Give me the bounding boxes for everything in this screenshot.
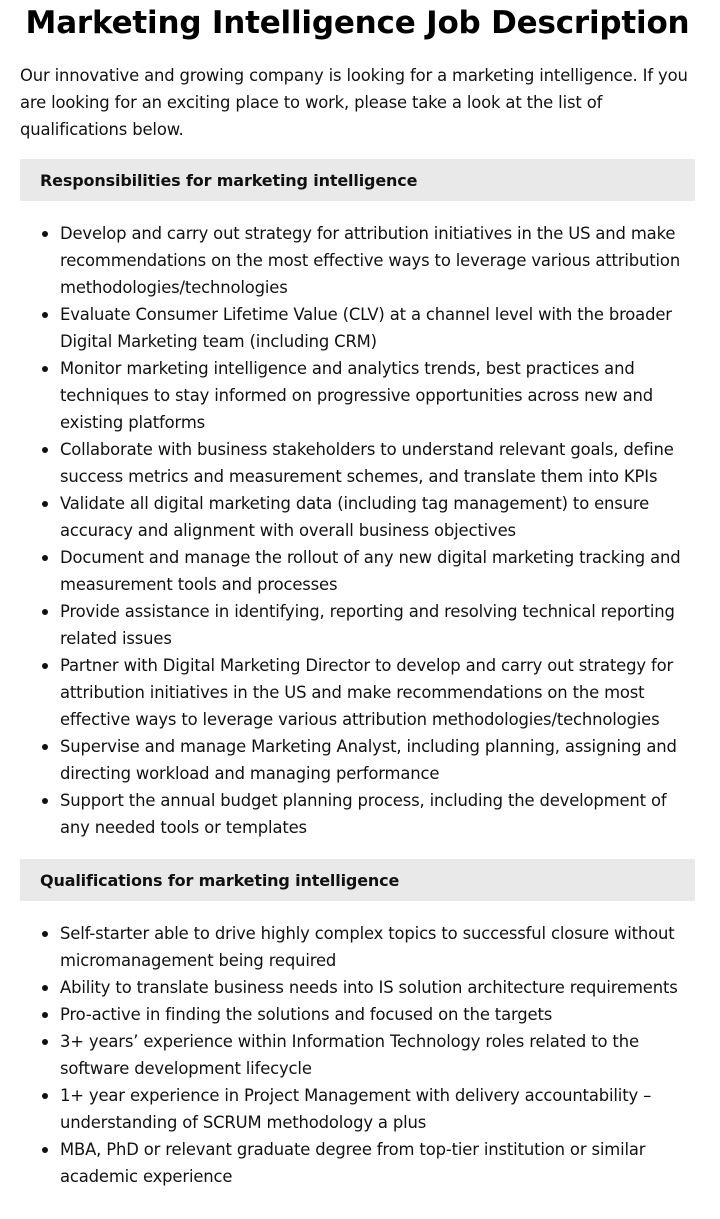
list-item: [20, 490, 695, 544]
page-title: Marketing Intelligence Job Description: [25, 5, 690, 41]
bullet-icon: [42, 231, 48, 237]
list-item: [20, 544, 695, 598]
list-item: [20, 1028, 695, 1082]
qualifications-list: [20, 920, 695, 1190]
list-item-text: Ability to translate business needs into IS solution architecture requirements: [60, 978, 678, 997]
bullet-icon: [42, 663, 48, 669]
bullet-icon: [42, 1093, 48, 1099]
list-item: [20, 652, 695, 733]
bullet-icon: [42, 555, 48, 561]
list-item-text: Supervise and manage Marketing Analyst, including planning, assigning and directing workload and managing performance: [60, 737, 677, 783]
list-item-text: Provide assistance in identifying, reporting and resolving technical reporting related issues: [60, 602, 675, 648]
qualifications-heading: Qualifications for marketing intelligence: [20, 859, 695, 901]
list-item: [20, 220, 695, 301]
list-item-text: Document and manage the rollout of any new digital marketing tracking and measurement tools and processes: [60, 548, 681, 594]
bullet-icon: [42, 931, 48, 937]
bullet-icon: [42, 1147, 48, 1153]
list-item: [20, 787, 695, 841]
list-item-text: Pro-active in finding the solutions and focused on the targets: [60, 1005, 553, 1024]
list-item: [20, 598, 695, 652]
bullet-icon: [42, 1012, 48, 1018]
list-item-text: Validate all digital marketing data (including tag management) to ensure accuracy and alignment with overall business objectives: [60, 494, 650, 540]
list-item: [20, 1136, 695, 1190]
bullet-icon: [42, 798, 48, 804]
list-item: [20, 1082, 695, 1136]
list-item-text: MBA, PhD or relevant graduate degree from top-tier institution or similar academic experience: [60, 1140, 646, 1186]
list-item-text: Develop and carry out strategy for attribution initiatives in the US and make recommendations on the most effective ways to leverage various attribution methodologies/technologies: [60, 224, 681, 297]
list-item: [20, 355, 695, 436]
intro-paragraph: Our innovative and growing company is looking for a marketing intelligence. If you are looking for an exciting place to work, please take a look at the list of qualifications below.: [20, 66, 688, 139]
list-item: [20, 436, 695, 490]
list-item-text: 3+ years’ experience within Information Technology roles related to the software development lifecycle: [60, 1032, 639, 1078]
bullet-icon: [42, 1039, 48, 1045]
list-item: [20, 1001, 695, 1028]
list-item-text: Partner with Digital Marketing Director to develop and carry out strategy for attribution initiatives in the US and make recommendations on the most effective ways to leverage various attribution methodologies/technologies: [60, 656, 674, 729]
list-item: [20, 733, 695, 787]
list-item-text: Support the annual budget planning process, including the development of any needed tools or templates: [60, 791, 667, 837]
bullet-icon: [42, 501, 48, 507]
bullet-icon: [42, 366, 48, 372]
bullet-icon: [42, 312, 48, 318]
list-item: [20, 301, 695, 355]
responsibilities-list: [20, 220, 695, 841]
list-item-text: Evaluate Consumer Lifetime Value (CLV) at a channel level with the broader Digital Marketing team (including CRM): [60, 305, 672, 351]
responsibilities-heading: Responsibilities for marketing intelligence: [20, 159, 695, 201]
list-item-text: Collaborate with business stakeholders to understand relevant goals, define success metrics and measurement schemes, and translate them into KPIs: [60, 440, 674, 486]
bullet-icon: [42, 609, 48, 615]
bullet-icon: [42, 447, 48, 453]
bullet-icon: [42, 985, 48, 991]
list-item: [20, 974, 695, 1001]
list-item-text: Self-starter able to drive highly complex topics to successful closure without micromanagement being required: [60, 924, 675, 970]
bullet-icon: [42, 744, 48, 750]
list-item-text: Monitor marketing intelligence and analytics trends, best practices and techniques to stay informed on progressive opportunities across new and existing platforms: [60, 359, 654, 432]
list-item-text: 1+ year experience in Project Management with delivery accountability – understanding of SCRUM methodology a plus: [60, 1086, 652, 1132]
list-item: [20, 920, 695, 974]
